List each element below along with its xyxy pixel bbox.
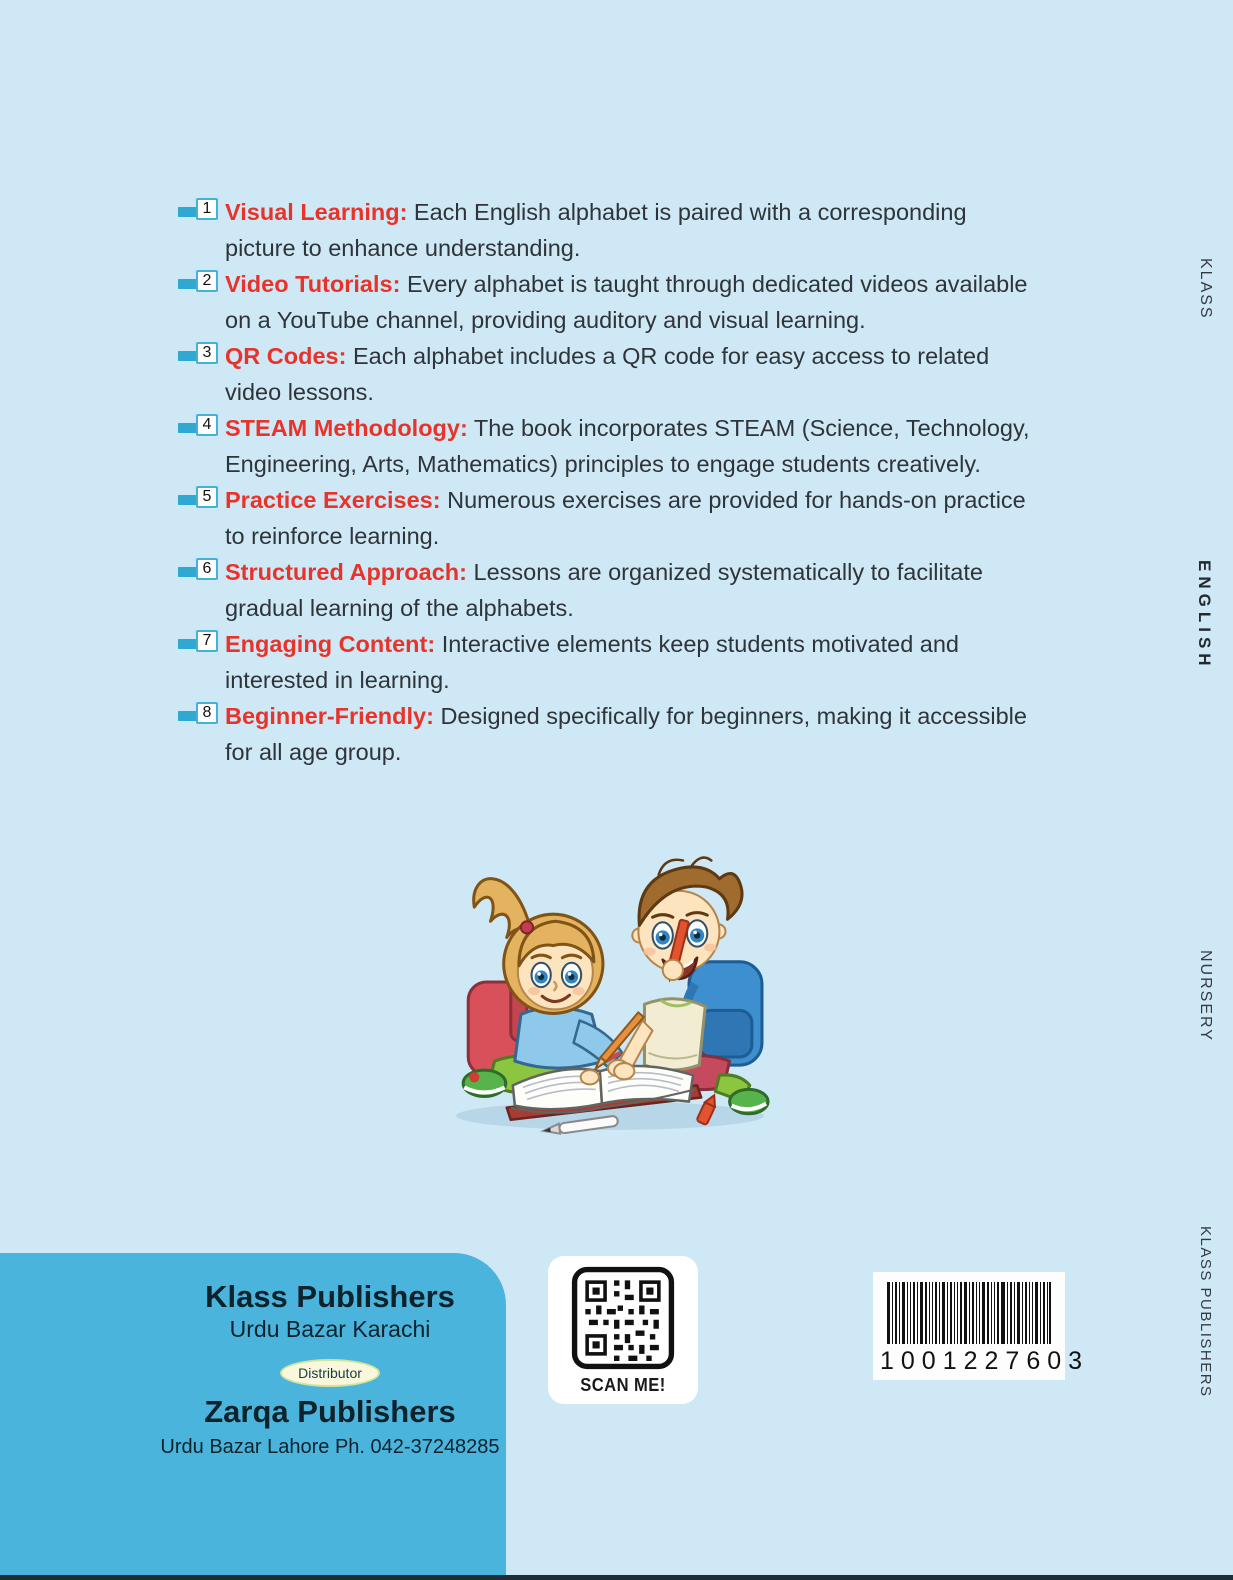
feature-number: 5 — [196, 486, 218, 508]
spine-publisher-label: KLASS PUBLISHERS — [1197, 1226, 1214, 1398]
feature-title: QR Codes: — [225, 343, 347, 369]
feature-item-7 — [175, 626, 1030, 698]
feature-text: Numerous exercises are provided for hands-on practice to reinforce learning. — [225, 487, 1026, 549]
feature-number: 4 — [196, 414, 218, 436]
feature-item-2 — [175, 266, 1030, 338]
bottom-edge-strip — [0, 1575, 1233, 1580]
publisher-name: Klass Publishers — [205, 1279, 455, 1314]
barcode-icon — [887, 1282, 1051, 1344]
feature-title: Beginner-Friendly: — [225, 703, 434, 729]
qr-card — [548, 1256, 698, 1404]
bullet-bar-icon — [178, 423, 196, 433]
feature-text: Interactive elements keep students motivated and interested in learning. — [225, 631, 960, 693]
feature-number: 1 — [196, 198, 218, 220]
feature-number: 8 — [196, 702, 218, 724]
feature-title: Practice Exercises: — [225, 487, 441, 513]
children-illustration — [438, 822, 776, 1136]
feature-title: Engaging Content: — [225, 631, 436, 657]
bullet-bar-icon — [178, 711, 196, 721]
feature-item-3 — [175, 338, 1030, 410]
feature-number: 6 — [196, 558, 218, 580]
bullet-bar-icon — [178, 495, 196, 505]
feature-number: 7 — [196, 630, 218, 652]
distributor-name: Zarqa Publishers — [204, 1394, 456, 1429]
publisher-info — [140, 1279, 520, 1460]
spine-brand-label: KLASS — [1197, 258, 1214, 320]
barcode-number: 1001227603 — [880, 1347, 1090, 1375]
spine-grade-label: NURSERY — [1197, 950, 1214, 1042]
bullet-bar-icon — [178, 351, 196, 361]
feature-number: 3 — [196, 342, 218, 364]
feature-title: STEAM Methodology: — [225, 415, 468, 441]
bullet-bar-icon — [178, 639, 196, 649]
feature-title: Visual Learning: — [225, 199, 408, 225]
bullet-bar-icon — [178, 207, 196, 217]
distributor-badge: Distributor — [280, 1359, 380, 1387]
spine-subject-label: ENGLISH — [1195, 560, 1214, 671]
bullet-bar-icon — [178, 567, 196, 577]
feature-item-4 — [175, 410, 1030, 482]
bullet-bar-icon — [178, 279, 196, 289]
feature-title: Video Tutorials: — [225, 271, 401, 297]
feature-item-6 — [175, 554, 1030, 626]
feature-text: Every alphabet is taught through dedicated videos available on a YouTube channel, providing auditory and visual learning. — [225, 271, 1028, 333]
feature-text: Designed specifically for beginners, making it accessible for all age group. — [225, 703, 1027, 765]
feature-text: The book incorporates STEAM (Science, Technology, Engineering, Arts, Mathematics) principles to engage students creatively. — [225, 415, 1030, 477]
feature-text: Lessons are organized systematically to facilitate gradual learning of the alphabets. — [225, 559, 983, 621]
feature-title: Structured Approach: — [225, 559, 467, 585]
feature-list — [175, 194, 1030, 770]
feature-item-8 — [175, 698, 1030, 770]
feature-number: 2 — [196, 270, 218, 292]
feature-text: Each English alphabet is paired with a corresponding picture to enhance understanding. — [225, 199, 967, 261]
publisher-box — [0, 1253, 506, 1580]
qr-scan-label: SCAN ME! — [580, 1375, 666, 1395]
qr-code-icon — [571, 1266, 675, 1370]
distributor-address: Urdu Bazar Lahore Ph. 042-37248285 — [160, 1436, 500, 1458]
children-illustration-image — [438, 822, 776, 1136]
feature-text: Each alphabet includes a QR code for easy access to related video lessons. — [225, 343, 990, 405]
barcode-card — [873, 1272, 1090, 1380]
publisher-address: Urdu Bazar Karachi — [229, 1316, 431, 1342]
feature-item-5 — [175, 482, 1030, 554]
feature-item-1 — [175, 194, 1030, 266]
